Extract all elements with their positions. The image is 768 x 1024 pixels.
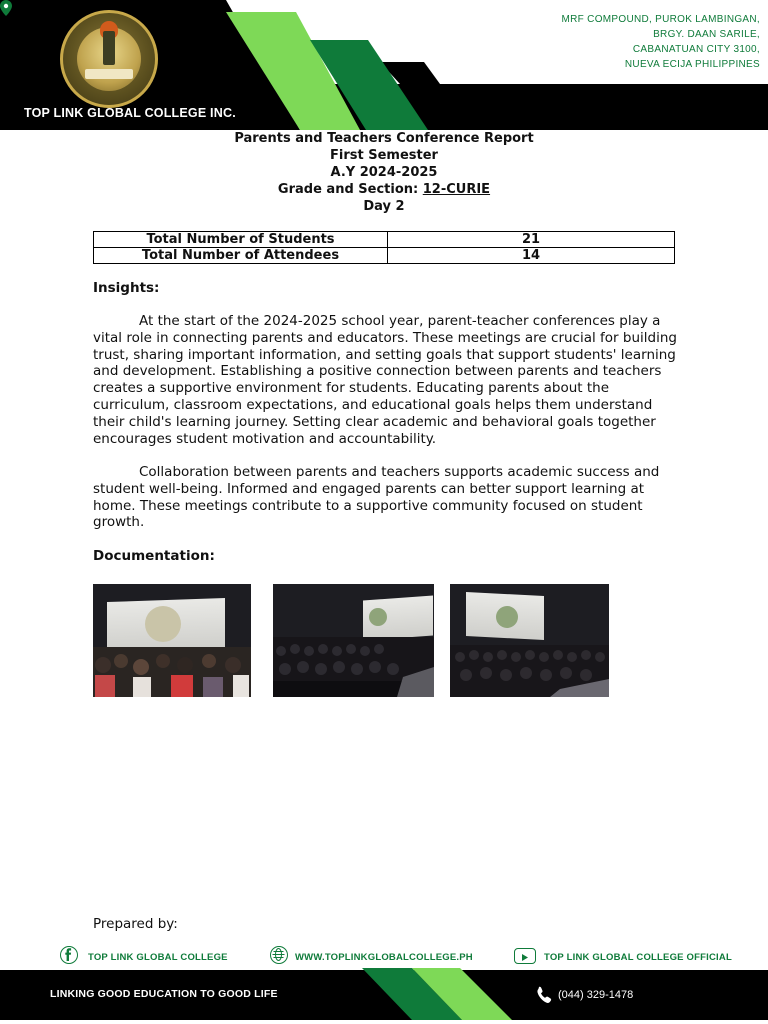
insights-paragraph <box>93 313 678 447</box>
table-row <box>94 248 675 264</box>
insights-heading: Insights: <box>93 280 160 296</box>
facebook-icon <box>60 946 78 964</box>
address-line: CABANATUAN CITY 3100, <box>632 44 760 55</box>
grade-section-value: 12-CURIE <box>422 182 491 197</box>
table-cell-label: Total Number of Students <box>94 232 388 248</box>
college-address <box>562 12 760 72</box>
day-label: Day 2 <box>363 199 405 214</box>
insights-paragraph <box>93 464 678 531</box>
prepared-by-label: Prepared by: <box>93 916 178 932</box>
attendance-table <box>93 231 675 264</box>
address-line: NUEVA ECIJA PHILIPPINES <box>624 59 760 70</box>
documentation-photo <box>93 584 251 697</box>
grade-section-label: Grade and Section: <box>277 182 423 197</box>
academic-year: A.Y 2024-2025 <box>330 165 438 180</box>
college-seal-logo <box>60 10 158 108</box>
semester: First Semester <box>330 148 438 163</box>
documentation-photo <box>273 584 434 697</box>
table-cell-value: 14 <box>388 248 675 264</box>
table-cell-label: Total Number of Attendees <box>94 248 388 264</box>
letterhead <box>0 0 768 132</box>
footer-link-youtube[interactable]: TOP LINK GLOBAL COLLEGE OFFICIAL <box>544 952 732 963</box>
footer-tagline: LINKING GOOD EDUCATION TO GOOD LIFE <box>50 988 278 1000</box>
insights-paragraph-text: At the start of the 2024-2025 school year, parent-teacher conferences play a vital role in connecting parents and educators. These meetings are crucial for building trust, sharing important information, and setting goals that support students' learning and development. Establishing a positive connection between parents and teachers creates a supportive environment for students. Educating parents about the curriculum, classroom expectations, and educational goals helps them understand their child's learning journey. Setting clear academic and behavioral goals together encourages student motivation and accountability. <box>93 313 677 447</box>
address-line: MRF COMPOUND, PUROK LAMBINGAN, <box>561 14 760 25</box>
insights-paragraph-text: Collaboration between parents and teachers supports academic success and student well-being. Informed and engaged parents can better support learning at home. These meetings contribute to a supportive community focused on student growth. <box>93 464 660 531</box>
table-row <box>94 232 675 248</box>
grade-section <box>0 181 768 198</box>
footer-link-facebook[interactable]: TOP LINK GLOBAL COLLEGE <box>88 952 228 963</box>
address-line: BRGY. DAAN SARILE, <box>653 29 760 40</box>
footer-phone[interactable]: (044) 329-1478 <box>558 989 634 1001</box>
location-pin-icon <box>0 0 12 16</box>
table-cell-value: 21 <box>388 232 675 248</box>
report-title: Parents and Teachers Conference Report <box>234 131 534 146</box>
college-name: TOP LINK GLOBAL COLLEGE INC. <box>24 106 236 120</box>
documentation-heading: Documentation: <box>93 548 215 564</box>
globe-icon <box>270 946 288 964</box>
documentation-photo <box>450 584 609 697</box>
footer-link-website[interactable]: WWW.TOPLINKGLOBALCOLLEGE.PH <box>295 952 473 963</box>
youtube-icon <box>514 948 536 964</box>
phone-icon <box>536 986 552 1004</box>
report-title-block <box>0 130 768 215</box>
